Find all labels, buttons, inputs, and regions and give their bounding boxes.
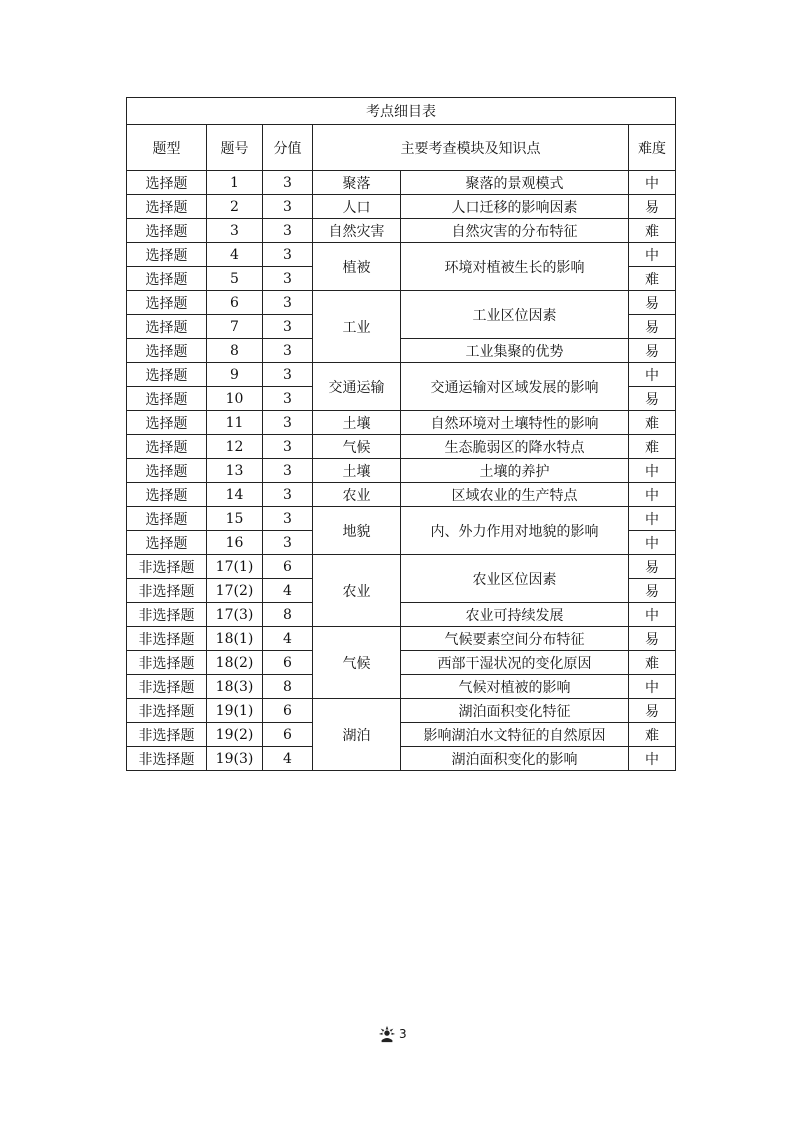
cell-difficulty: 难 [629, 219, 676, 243]
cell-score: 3 [263, 435, 313, 459]
cell-number: 19(3) [207, 747, 263, 771]
cell-difficulty: 中 [629, 243, 676, 267]
cell-point: 工业区位因素 [401, 291, 629, 339]
table-row [127, 699, 676, 723]
table-row [127, 363, 676, 387]
table-row [127, 483, 676, 507]
cell-point: 区域农业的生产特点 [401, 483, 629, 507]
cell-difficulty: 难 [629, 651, 676, 675]
table-row [127, 435, 676, 459]
cell-point: 自然环境对土壤特性的影响 [401, 411, 629, 435]
cell-type: 选择题 [127, 171, 207, 195]
table-row [127, 339, 676, 363]
cell-score: 6 [263, 699, 313, 723]
cell-type: 选择题 [127, 459, 207, 483]
cell-type: 选择题 [127, 339, 207, 363]
cell-score: 3 [263, 387, 313, 411]
table-row [127, 243, 676, 267]
cell-type: 选择题 [127, 291, 207, 315]
cell-type: 选择题 [127, 531, 207, 555]
cell-difficulty: 中 [629, 747, 676, 771]
cell-number: 1 [207, 171, 263, 195]
cell-difficulty: 易 [629, 387, 676, 411]
cell-score: 3 [263, 507, 313, 531]
cell-type: 选择题 [127, 387, 207, 411]
cell-difficulty: 易 [629, 627, 676, 651]
cell-type: 非选择题 [127, 555, 207, 579]
cell-point: 农业可持续发展 [401, 603, 629, 627]
cell-number: 5 [207, 267, 263, 291]
cell-type: 非选择题 [127, 699, 207, 723]
cell-difficulty: 易 [629, 195, 676, 219]
cell-difficulty: 易 [629, 699, 676, 723]
cell-number: 7 [207, 315, 263, 339]
cell-point: 聚落的景观模式 [401, 171, 629, 195]
cell-number: 3 [207, 219, 263, 243]
cell-point: 自然灾害的分布特征 [401, 219, 629, 243]
table-row [127, 219, 676, 243]
cell-number: 10 [207, 387, 263, 411]
table-row [127, 195, 676, 219]
cell-number: 11 [207, 411, 263, 435]
header-score: 分值 [263, 125, 313, 171]
exam-breakdown-table [126, 97, 676, 771]
cell-type: 选择题 [127, 267, 207, 291]
cell-difficulty: 中 [629, 459, 676, 483]
cell-number: 17(1) [207, 555, 263, 579]
cell-point: 土壤的养护 [401, 459, 629, 483]
cell-difficulty: 难 [629, 435, 676, 459]
header-difficulty: 难度 [629, 125, 676, 171]
cell-module: 植被 [313, 243, 401, 291]
cell-type: 选择题 [127, 435, 207, 459]
cell-number: 18(2) [207, 651, 263, 675]
cell-point: 湖泊面积变化的影响 [401, 747, 629, 771]
cell-difficulty: 中 [629, 483, 676, 507]
cell-score: 3 [263, 195, 313, 219]
cell-score: 6 [263, 651, 313, 675]
cell-difficulty: 中 [629, 507, 676, 531]
cell-score: 3 [263, 339, 313, 363]
cell-type: 非选择题 [127, 747, 207, 771]
cell-difficulty: 难 [629, 723, 676, 747]
cell-score: 3 [263, 291, 313, 315]
cell-score: 6 [263, 723, 313, 747]
cell-difficulty: 易 [629, 291, 676, 315]
cell-module: 土壤 [313, 459, 401, 483]
cell-type: 选择题 [127, 507, 207, 531]
publisher-logo-icon [378, 1025, 396, 1043]
cell-type: 选择题 [127, 315, 207, 339]
cell-difficulty: 中 [629, 171, 676, 195]
cell-number: 13 [207, 459, 263, 483]
cell-module: 工业 [313, 291, 401, 363]
cell-type: 非选择题 [127, 627, 207, 651]
cell-module: 气候 [313, 435, 401, 459]
cell-difficulty: 易 [629, 555, 676, 579]
cell-type: 选择题 [127, 195, 207, 219]
cell-type: 选择题 [127, 219, 207, 243]
cell-score: 3 [263, 363, 313, 387]
cell-module: 交通运输 [313, 363, 401, 411]
cell-number: 9 [207, 363, 263, 387]
cell-score: 3 [263, 315, 313, 339]
cell-module: 湖泊 [313, 699, 401, 771]
cell-type: 选择题 [127, 411, 207, 435]
cell-score: 4 [263, 627, 313, 651]
cell-type: 非选择题 [127, 723, 207, 747]
cell-score: 3 [263, 411, 313, 435]
cell-number: 12 [207, 435, 263, 459]
table-row [127, 459, 676, 483]
cell-point: 西部干湿状况的变化原因 [401, 651, 629, 675]
table-row [127, 411, 676, 435]
cell-number: 6 [207, 291, 263, 315]
cell-type: 选择题 [127, 363, 207, 387]
cell-type: 选择题 [127, 243, 207, 267]
table-row [127, 651, 676, 675]
cell-point: 工业集聚的优势 [401, 339, 629, 363]
cell-point: 人口迁移的影响因素 [401, 195, 629, 219]
cell-module: 自然灾害 [313, 219, 401, 243]
cell-point: 气候要素空间分布特征 [401, 627, 629, 651]
cell-difficulty: 难 [629, 267, 676, 291]
cell-difficulty: 易 [629, 339, 676, 363]
cell-difficulty: 中 [629, 675, 676, 699]
cell-score: 3 [263, 483, 313, 507]
cell-number: 4 [207, 243, 263, 267]
cell-number: 19(2) [207, 723, 263, 747]
cell-point: 湖泊面积变化特征 [401, 699, 629, 723]
cell-number: 17(3) [207, 603, 263, 627]
cell-module: 农业 [313, 555, 401, 627]
cell-point: 交通运输对区域发展的影响 [401, 363, 629, 411]
cell-difficulty: 中 [629, 363, 676, 387]
cell-module: 农业 [313, 483, 401, 507]
cell-score: 8 [263, 603, 313, 627]
cell-module: 土壤 [313, 411, 401, 435]
cell-score: 3 [263, 459, 313, 483]
cell-number: 18(1) [207, 627, 263, 651]
cell-score: 3 [263, 531, 313, 555]
table-row [127, 291, 676, 315]
table-title: 考点细目表 [127, 98, 676, 125]
cell-score: 3 [263, 219, 313, 243]
cell-number: 17(2) [207, 579, 263, 603]
cell-point: 环境对植被生长的影响 [401, 243, 629, 291]
cell-number: 19(1) [207, 699, 263, 723]
cell-module: 人口 [313, 195, 401, 219]
page-footer [378, 1024, 407, 1044]
cell-type: 非选择题 [127, 579, 207, 603]
cell-module: 气候 [313, 627, 401, 699]
cell-point: 影响湖泊水文特征的自然原因 [401, 723, 629, 747]
cell-module: 聚落 [313, 171, 401, 195]
cell-number: 8 [207, 339, 263, 363]
cell-difficulty: 中 [629, 603, 676, 627]
cell-difficulty: 难 [629, 411, 676, 435]
cell-score: 4 [263, 747, 313, 771]
cell-type: 非选择题 [127, 651, 207, 675]
cell-number: 2 [207, 195, 263, 219]
cell-score: 3 [263, 267, 313, 291]
cell-point: 生态脆弱区的降水特点 [401, 435, 629, 459]
cell-score: 3 [263, 171, 313, 195]
cell-point: 气候对植被的影响 [401, 675, 629, 699]
table-row [127, 507, 676, 531]
cell-number: 15 [207, 507, 263, 531]
cell-number: 18(3) [207, 675, 263, 699]
table-row [127, 627, 676, 651]
cell-difficulty: 易 [629, 579, 676, 603]
cell-difficulty: 易 [629, 315, 676, 339]
header-module: 主要考查模块及知识点 [313, 125, 629, 171]
cell-number: 16 [207, 531, 263, 555]
cell-score: 8 [263, 675, 313, 699]
cell-module: 地貌 [313, 507, 401, 555]
cell-score: 6 [263, 555, 313, 579]
page-number: 3 [399, 1027, 407, 1041]
cell-type: 非选择题 [127, 603, 207, 627]
table-row [127, 723, 676, 747]
cell-score: 3 [263, 243, 313, 267]
table-row [127, 555, 676, 579]
table-row [127, 675, 676, 699]
cell-type: 选择题 [127, 483, 207, 507]
cell-point: 内、外力作用对地貌的影响 [401, 507, 629, 555]
table-row [127, 171, 676, 195]
cell-number: 14 [207, 483, 263, 507]
table-row [127, 603, 676, 627]
cell-score: 4 [263, 579, 313, 603]
cell-point: 农业区位因素 [401, 555, 629, 603]
cell-type: 非选择题 [127, 675, 207, 699]
header-type: 题型 [127, 125, 207, 171]
table-row [127, 747, 676, 771]
cell-difficulty: 中 [629, 531, 676, 555]
header-number: 题号 [207, 125, 263, 171]
